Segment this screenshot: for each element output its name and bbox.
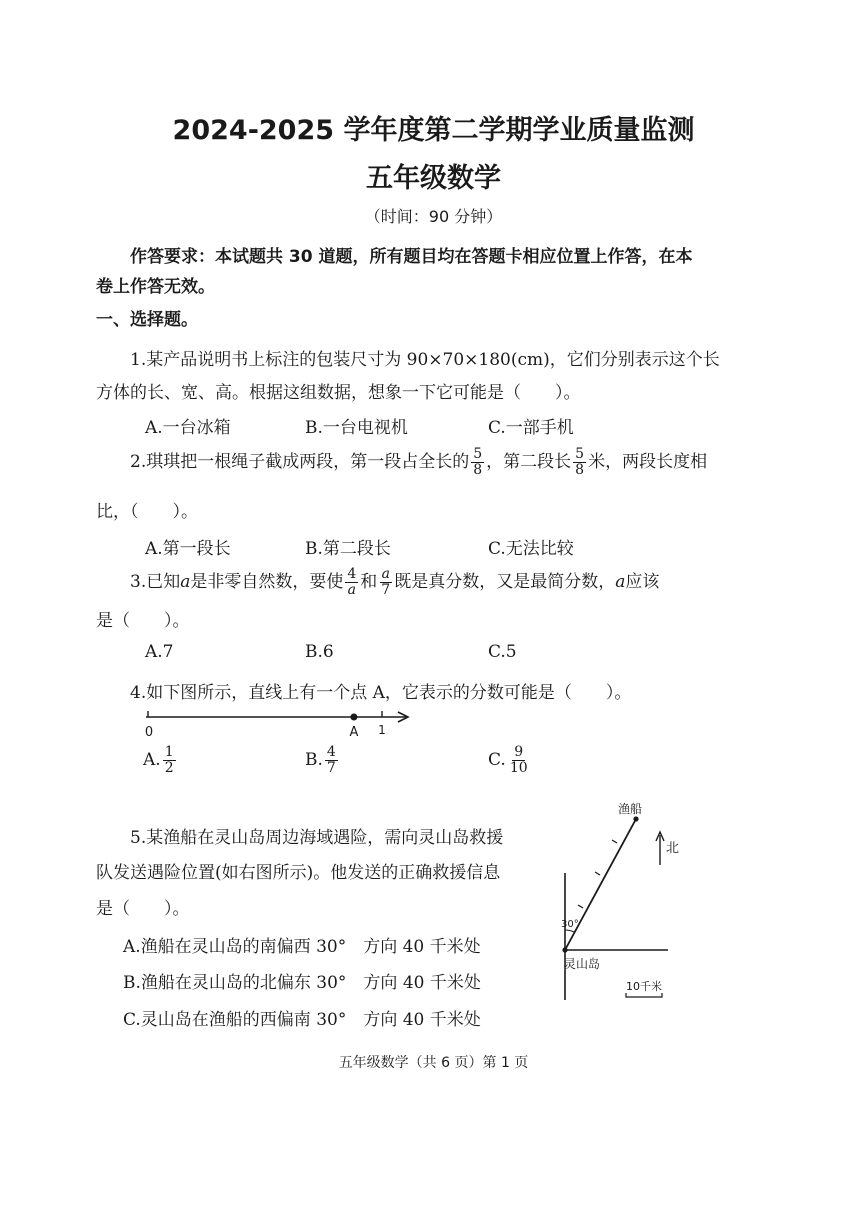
page-title: 2024-2025 学年度第二学期学业质量监测 — [172, 115, 695, 146]
q2-frac1-num: 5 — [473, 446, 483, 462]
page-footer: 五年级数学（共 6 页）第 1 页 — [338, 1055, 529, 1071]
instructions-line-1: 作答要求：本试题共 30 道题，所有题目均在答题卡相应位置上作答，在本 — [130, 247, 693, 267]
scale-bar — [626, 993, 662, 997]
q5-option-c: C.灵山岛在渔船的西偏南 30° 方向 40 千米处 — [123, 1010, 481, 1030]
q4-option-b-fraction — [325, 745, 338, 776]
q5-option-b: B.渔船在灵山岛的北偏东 30° 方向 40 千米处 — [123, 973, 481, 993]
q4-option-c-label: C. — [488, 750, 506, 770]
q2-text-3: 米，两段长度相 — [588, 452, 708, 472]
q2-frac2-num: 5 — [575, 446, 585, 462]
north-label: 北 — [666, 841, 680, 856]
q3-text-4: 既是真分数，又是最简分数， — [394, 572, 616, 592]
scale-tick-3 — [578, 905, 583, 908]
q5-option-a: A.渔船在灵山岛的南偏西 30° 方向 40 千米处 — [123, 937, 481, 957]
angle-arc — [565, 930, 574, 932]
island-label: 灵山岛 — [564, 957, 601, 971]
q3-frac1-num: 4 — [347, 566, 357, 582]
q5-line-2: 队发送遇险位置(如右图所示)。他发送的正确救援信息 — [96, 863, 501, 883]
q2-line-1 — [130, 444, 707, 480]
q2-text-1: 2.琪琪把一根绳子截成两段，第一段占全长的 — [130, 452, 470, 472]
q4-option-c-den: 10 — [509, 760, 528, 776]
q3-text-3: 和 — [360, 572, 378, 592]
q4-option-a-fraction — [163, 745, 176, 776]
exam-time: （时间：90 分钟） — [364, 207, 503, 226]
q4-option-b-label: B. — [305, 750, 323, 770]
q3-line-2: 是（ ）。 — [96, 611, 190, 631]
q2-frac1-den: 8 — [473, 462, 483, 478]
q3-option-b: B.6 — [305, 642, 334, 662]
q3-var-a: a — [180, 572, 191, 592]
q2-fraction-1 — [471, 447, 484, 478]
section-heading: 一、选择题。 — [96, 310, 198, 330]
q4-option-b-num: 4 — [326, 744, 336, 760]
q1-line-1: 1.某产品说明书上标注的包装尺寸为 90×70×180(cm)，它们分别表示这个长 — [130, 350, 720, 370]
q3-text-2: 是非零自然数，要使 — [190, 572, 344, 592]
q1-option-b: B.一台电视机 — [305, 418, 408, 438]
q1-line-2: 方体的长、宽、高。根据这组数据，想象一下它可能是（ ）。 — [96, 383, 581, 403]
q3-fraction-1 — [345, 567, 358, 598]
number-line — [140, 705, 420, 740]
q3-line-1 — [130, 564, 659, 600]
q3-fraction-2 — [379, 567, 392, 598]
q3-text-1: 3.已知 — [130, 572, 181, 592]
scale-label: 10千米 — [626, 980, 662, 993]
q3-var-a-2: a — [615, 572, 626, 592]
q4-line-1: 4.如下图所示，直线上有一个点 A，它表示的分数可能是（ ）。 — [130, 683, 632, 703]
label-point-a: A — [349, 725, 359, 740]
scale-tick-1 — [595, 872, 600, 875]
boat-to-island-line — [565, 819, 636, 950]
q4-option-a — [143, 745, 178, 776]
q3-frac1-den: a — [347, 582, 357, 598]
q4-option-a-num: 1 — [164, 744, 174, 760]
island-point — [562, 947, 567, 952]
scale-tick-2 — [612, 840, 617, 843]
instructions-line-2: 卷上作答无效。 — [96, 277, 215, 297]
q3-option-a: A.7 — [145, 642, 174, 662]
angle-label: 30° — [561, 919, 579, 930]
point-a-marker — [350, 714, 357, 721]
q1-option-a: A.一台冰箱 — [145, 418, 231, 438]
label-one: 1 — [378, 723, 386, 737]
q5-line-1: 5.某渔船在灵山岛周边海域遇险，需向灵山岛救援 — [130, 828, 504, 848]
q4-option-b-den: 7 — [326, 760, 336, 776]
q3-text-5: 应该 — [625, 572, 660, 592]
label-zero: 0 — [144, 725, 154, 740]
q3-option-c: C.5 — [488, 642, 517, 662]
page-subtitle: 五年级数学 — [366, 163, 501, 194]
q2-frac2-den: 8 — [575, 462, 585, 478]
q5-line-3: 是（ ）。 — [96, 899, 190, 919]
q4-option-c — [488, 745, 532, 776]
q2-option-c: C.无法比较 — [488, 539, 574, 559]
q2-line-2: 比，（ ）。 — [96, 502, 198, 522]
q3-frac2-den: 7 — [381, 582, 391, 598]
q2-text-2: ，第二段长 — [486, 452, 572, 472]
q4-option-c-num: 9 — [514, 744, 524, 760]
q4-option-b — [305, 745, 340, 776]
q4-option-c-fraction — [508, 745, 530, 776]
q1-option-c: C.一部手机 — [488, 418, 574, 438]
q3-frac2-num: a — [381, 566, 390, 582]
q2-fraction-2 — [573, 447, 586, 478]
q4-option-a-label: A. — [143, 750, 161, 770]
q2-option-a: A.第一段长 — [145, 539, 231, 559]
q2-option-b: B.第二段长 — [305, 539, 391, 559]
boat-label: 渔船 — [618, 802, 643, 816]
q5-direction-figure — [550, 795, 690, 1005]
q4-option-a-den: 2 — [164, 760, 174, 776]
